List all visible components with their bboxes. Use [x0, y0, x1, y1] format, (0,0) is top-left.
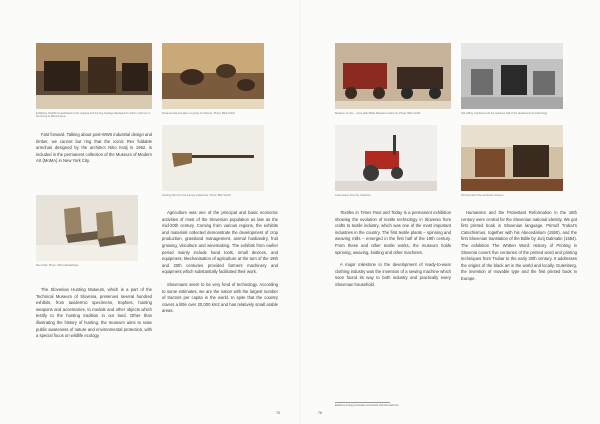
photo-machine — [533, 71, 555, 95]
photo-wall — [461, 125, 563, 147]
right-para-1-text: is a permanent exhibition showing the evolution of textile technology in Slovenia from crafts to textile industry, which was one of the most important industries in the country. The first textile plants – spinning and weaving mills – emerged in the first half of the 19th century. From these and other textile works, the museum holds spinning, weaving, knitting and other machines. — [335, 210, 451, 255]
page-number-right: 76 — [318, 411, 322, 415]
left-column-2 — [36, 287, 152, 340]
left-para-2: The Slovenian Hunting Museum, which is a part of the Technical Museum of Slovenia, preserves several hundred exhibits, from taxidermic specimens, trophies, hunting weapons and accessories, to medals and other objects which testify to the hunting tradition in our land. Other than illustrating the history of hunting, the museum aims to raise public awareness of nature and environmental protection, with a special focus on wildlife ecology. — [36, 287, 152, 339]
photo-wheel — [391, 167, 403, 179]
book-gutter — [299, 0, 301, 424]
photo-shelf — [44, 61, 80, 91]
photo-floor — [36, 245, 138, 261]
footnote: Earliest printing processes connected with the black art. — [335, 404, 400, 407]
right-para-1 — [335, 210, 451, 256]
photo-animal — [216, 64, 236, 78]
photo-ceiling — [461, 43, 563, 59]
photo-floor — [335, 181, 437, 191]
photo-handle — [393, 135, 396, 155]
photo-press — [475, 149, 505, 177]
caption-armchair: Rex Chair. Photo: Viktor Sandanbyar. — [36, 264, 79, 267]
footnote-rule — [335, 402, 390, 403]
photo-chair — [64, 207, 82, 237]
photo-floor — [461, 179, 563, 191]
right-column-2 — [461, 210, 577, 283]
photo-wheel — [363, 165, 379, 181]
photo-car — [397, 67, 443, 89]
left-column-3 — [162, 210, 278, 315]
photo-chair — [96, 211, 114, 241]
photo-shelf — [122, 63, 148, 91]
left-para-3: Agriculture was one of the principal and basic economic activities of most of the Slovenian population as late as the mid-20th century. Coming from various regions, the exhibits and materials collected demonstrate the development of crop production, grassland management, animal husbandry, fruit growing, viticulture and winemaking. The exhibits from earlier period mainly include hand tools, small devices, and equipment. Mechanisation of agriculture at the turn of the 19th and 20th centuries provided farmers machinery and equipment which substantially facilitated their work. — [162, 210, 278, 275]
caption-printing: Printing hall of the technical museum. — [461, 194, 505, 197]
photo-wheel — [401, 87, 413, 99]
exhibition-title: Textiles in Times Past and Today — [340, 210, 403, 215]
caption-hall: Old milling machines and the spacious hall of the department of technology. — [461, 112, 548, 115]
photo-shelf — [88, 57, 116, 93]
photo-car — [343, 63, 387, 89]
right-para-3: Humanism and the Protestant Reformation in the 16th century were central for the Slovenian national identity. We got first printed book in Slovenian language, Primož Trubar's Catechismus, together with his Abecedarium (1550), and the first Slovenian translation of the Bible by Jurij Dalmatin (1584). The exhibition The Written Word: History of Printing in Slovenia covers five centuries of the printed word and printing techniques from Trubar to the early 20th century. It addresses the origins of the black art in the world and locally, Gutenberg, the invention of movable type and the first printed book in Europe. — [461, 210, 577, 281]
caption-hunting: Exhibition Schöffel is dedicated to the regional and hunting heritage displayed to visitors, who live in the Dunaj of Ribnica area. — [36, 112, 151, 119]
photo-barrel — [184, 155, 254, 158]
photo-machine — [471, 69, 493, 95]
left-para-4: Slovenians seem to be very fond of technology. According to some estimates, we are the nation with the largest number of tractors per capita in the world. In spite that the country covers a little over 20,000 km2 and has relatively small arable areas. — [162, 281, 278, 314]
caption-cars: Museum of cars – carry-able Wilde Mascara model car. Photo: Blaž Verbič — [335, 112, 421, 115]
photo-animal — [237, 79, 255, 91]
photo-vintage-cars — [335, 43, 451, 109]
caption-lawnmower: Lawnmower from the collection — [335, 194, 371, 197]
photo-wheel — [345, 87, 357, 99]
photo-ground — [162, 99, 264, 109]
photo-animal-diorama — [162, 43, 264, 109]
photo-press — [513, 145, 549, 177]
photo-printing-room — [461, 125, 563, 191]
right-column-1 — [335, 210, 451, 289]
photo-machine — [501, 65, 527, 95]
photo-wheel — [373, 87, 385, 99]
right-para-2: A major milestone in the development of ready-to-wear clothing industry was the invention of a sewing machine which soon found its way to both industry and practically every Slovenian household. — [335, 262, 451, 287]
photo-animal — [180, 69, 204, 85]
photo-floor — [461, 97, 563, 109]
left-para-1: Fast forward. Talking about post-WWII industrial design and timber, we cannot but ring that the iconic Rex foldable armchair designed by the architect Niko Kralj in 1952, is included in the permanent collection of the Museum of Modern Art (MoMA) in New York City. — [36, 132, 152, 164]
photo-shotgun — [162, 125, 264, 191]
photo-technology-hall — [461, 43, 563, 109]
page-number-left: 75 — [276, 411, 280, 415]
photo-floor — [335, 101, 451, 109]
photo-wheel — [429, 87, 441, 99]
caption-diorama: Diorama with animals in a group of chamois. Photo: Blaž Verbič — [162, 112, 235, 115]
photo-hunting-exhibition — [36, 43, 152, 109]
left-column-1 — [36, 132, 152, 165]
photo-floor — [36, 95, 152, 109]
photo-lawnmower — [335, 125, 437, 191]
caption-shotgun: Hunting rifle from the hunting collections. Photo: Blaž Verbič — [162, 194, 231, 197]
photo-armchair — [36, 195, 138, 261]
